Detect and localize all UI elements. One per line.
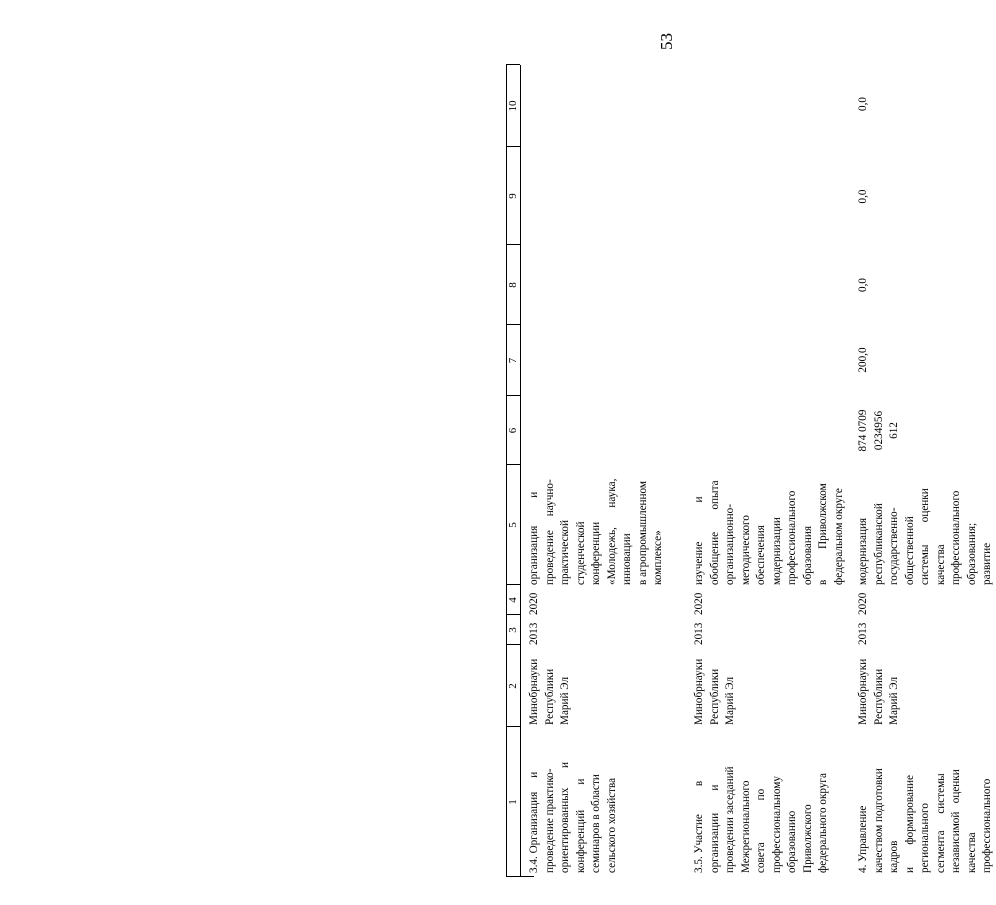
header-bottom-border [520,65,521,877]
header-cell: 5 [507,522,519,528]
header-cell: 7 [507,357,519,364]
table-cell: 4. Управление качеством подготовки кадров и формирование регионального сегмента системы независимой оценки качества профессионального [857,768,993,873]
table-cell: 3.5. Участие в организации и проведении заседаний Межрегионального совета по профессиональному образованию Приволжского федерального округа [693,766,829,873]
page-number: 53 [657,33,676,50]
header-cell: 10 [507,100,519,112]
header-cell: 3 [507,627,519,633]
table-cell: 0,0 [857,97,869,111]
header-cell: 8 [507,282,519,288]
header-cell: 1 [507,799,519,805]
header-cell: 4 [507,597,519,603]
table-cell: Минобрнауки Республики Марий Эл [693,658,736,725]
table-cell: 2020 [693,592,705,615]
table-cell: 200,0 [857,347,869,373]
table-cell: Минобрнауки Республики Марий Эл [857,658,900,725]
table-cell: 0,0 [857,278,869,292]
table-cell: 2013 [857,622,869,645]
table-cell: 0,0 [857,189,869,204]
table-cell: изучение и обобщение опыта организационно- методического обеспечения модернизации профессионального образования в Приволжском федеральном округе [693,480,845,585]
table-cell: 2013 [693,622,705,645]
table-cell: 2020 [857,592,869,615]
table-cell: Минобрнауки Республики Марий Эл [528,658,571,725]
header-cell: 9 [507,193,519,199]
table-cell: 2013 [528,622,540,645]
table-cell: 2020 [528,592,540,615]
table-cell: 874 0709 0234956 612 [857,409,900,452]
table-cell: организация и проведение научно- практической студенческой конференции «Молодежь, наука, инновации в агропромышленном комплексе» [528,478,664,585]
header-cell: 6 [507,427,519,434]
header-cell: 2 [507,683,519,689]
table-cell: модернизация республиканской государственно- общественной системы оценки качества профессионального образования; развитие [857,488,993,585]
table-cell: 3.4. Организация и проведение практико- ориентированных и конференций и семинаров в области сельского хозяйства [528,762,618,873]
